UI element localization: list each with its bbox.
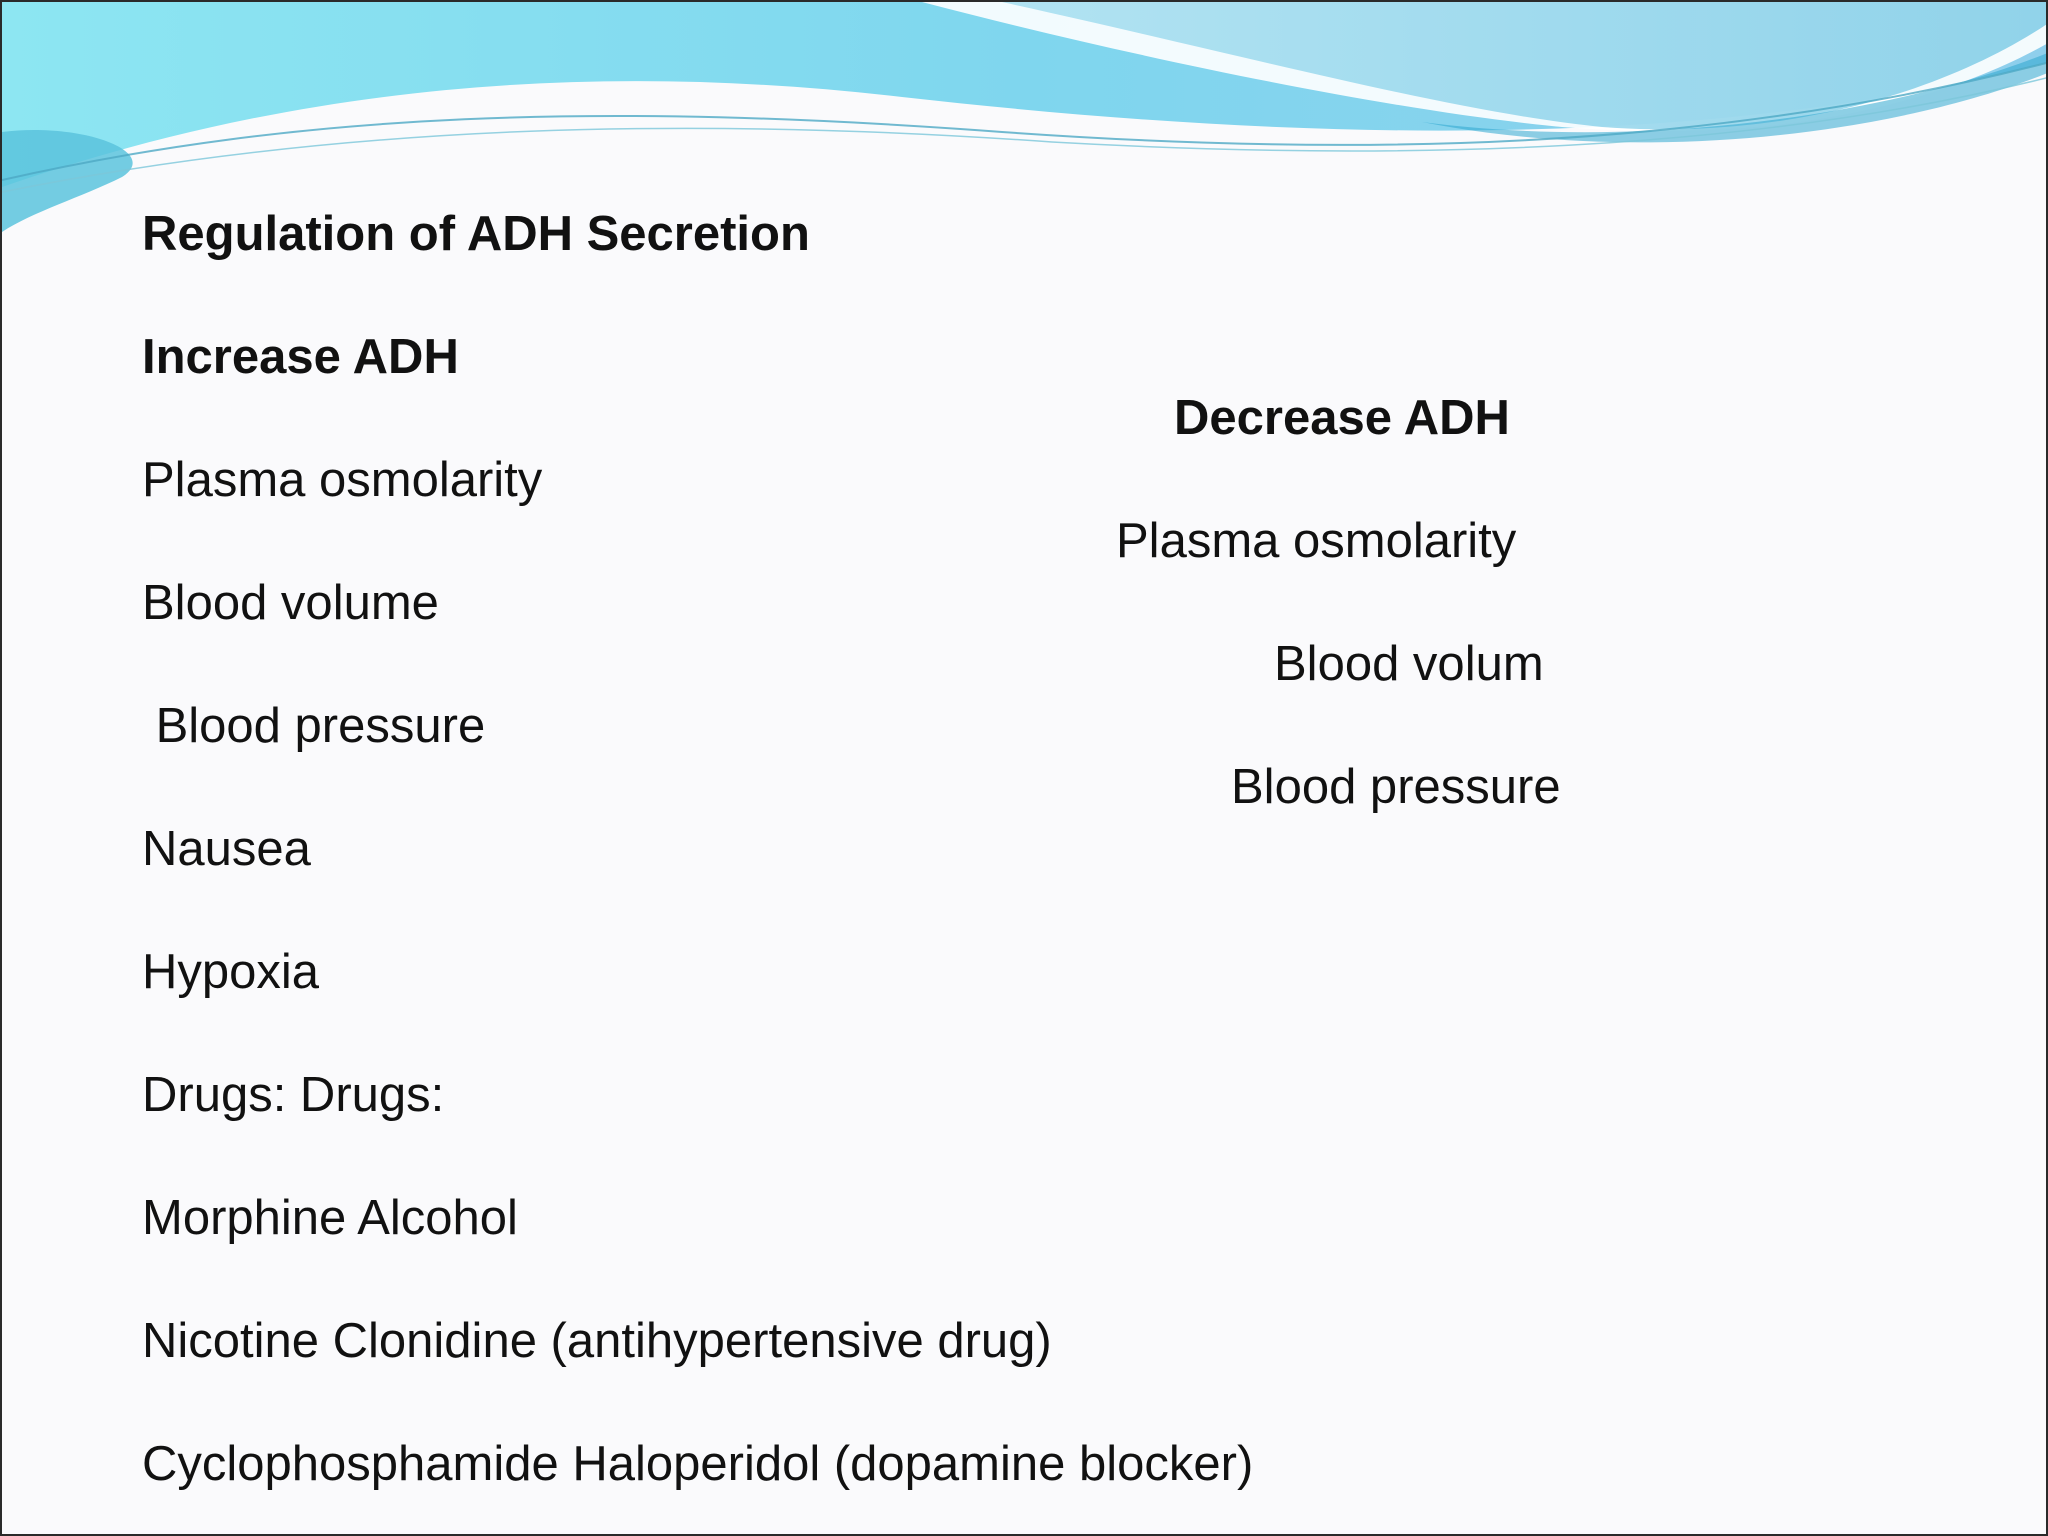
slide-title: Regulation of ADH Secretion bbox=[142, 207, 810, 261]
increase-item-hypoxia: Hypoxia bbox=[142, 945, 320, 999]
increase-heading: Increase ADH bbox=[142, 330, 459, 384]
decrease-item-blood-volume: Blood volum bbox=[1274, 637, 1544, 691]
wave-band-left bbox=[2, 130, 133, 232]
increase-item-plasma-osmolarity: Plasma osmolarity bbox=[142, 453, 543, 507]
drugs-row-1: Morphine Alcohol bbox=[142, 1191, 518, 1245]
decrease-item-plasma-osmolarity: Plasma osmolarity bbox=[1116, 514, 1517, 568]
increase-item-blood-volume: Blood volume bbox=[142, 576, 439, 630]
drugs-row-3: Cyclophosphamide Haloperidol (dopamine blocker) bbox=[142, 1437, 1254, 1491]
drugs-row-2: Nicotine Clonidine (antihypertensive drug) bbox=[142, 1314, 1052, 1368]
increase-item-nausea: Nausea bbox=[142, 822, 311, 876]
increase-item-blood-pressure: Blood pressure bbox=[142, 699, 486, 753]
decrease-item-blood-pressure: Blood pressure bbox=[1231, 760, 1561, 814]
decrease-heading: Decrease ADH bbox=[1174, 391, 1510, 445]
drugs-label-row: Drugs: Drugs: bbox=[142, 1068, 445, 1122]
